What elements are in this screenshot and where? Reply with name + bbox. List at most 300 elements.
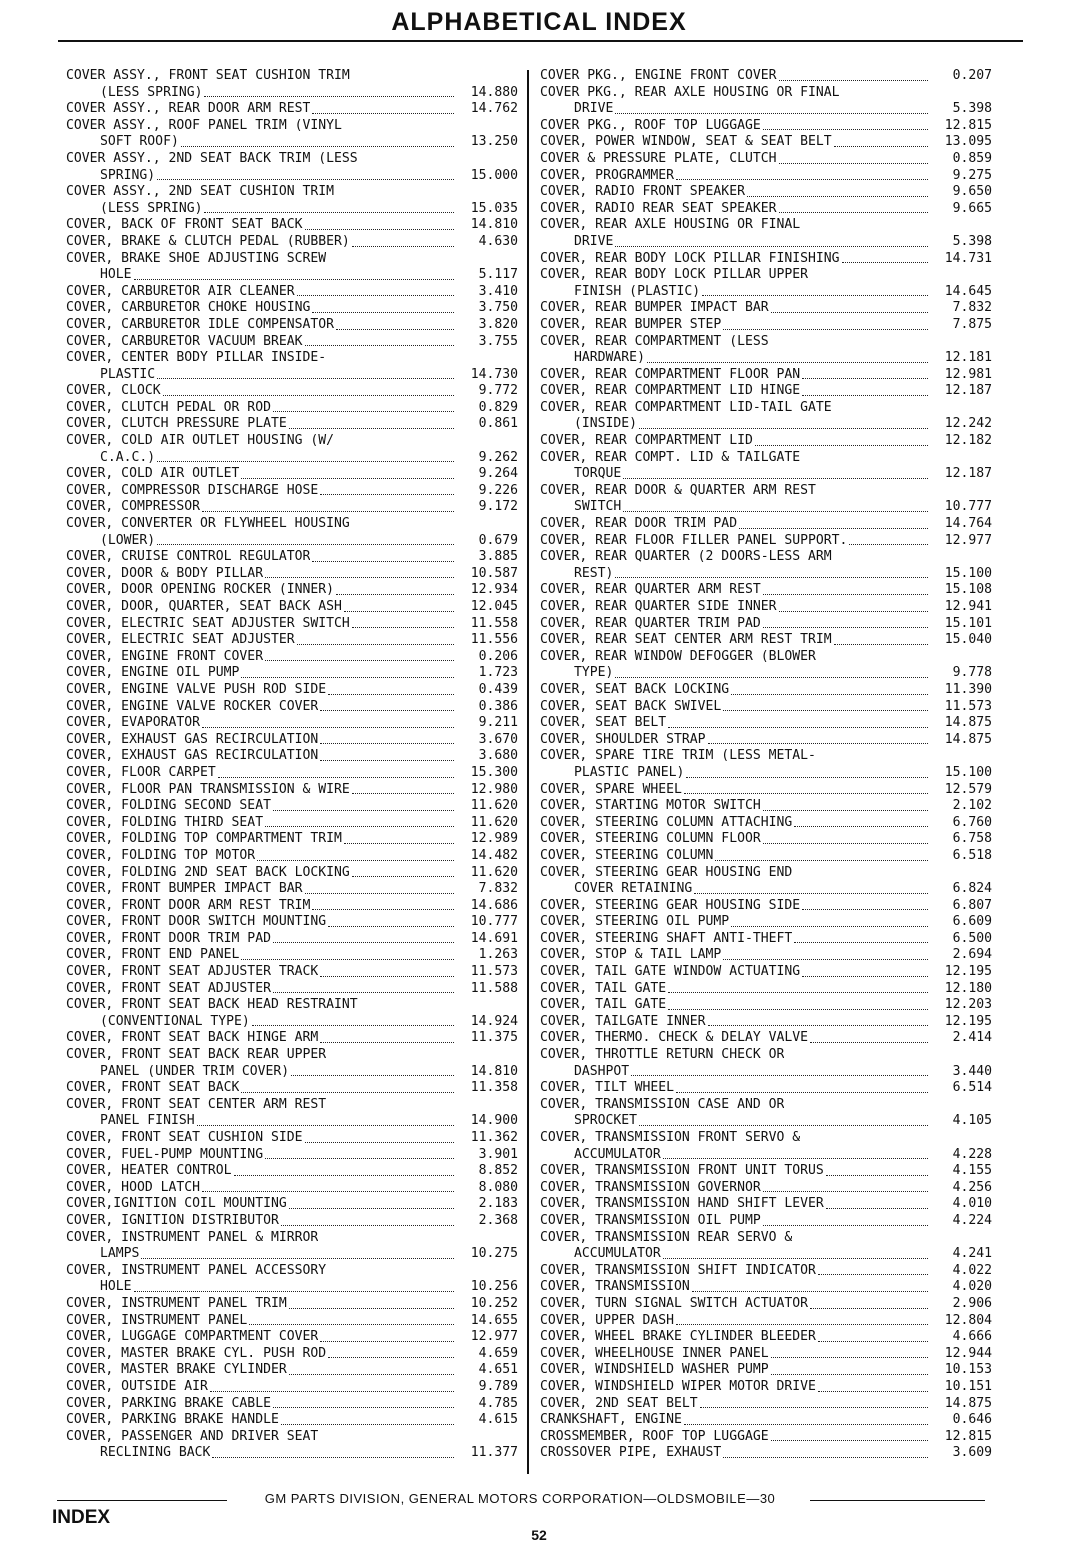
title-rule xyxy=(58,40,1023,42)
index-entry xyxy=(540,997,992,1014)
dot-leader xyxy=(715,860,928,861)
entry-number: 14.691 xyxy=(470,930,518,946)
dot-leader xyxy=(157,544,454,545)
entry-number: 4.630 xyxy=(478,233,518,249)
entry-text: PLASTIC xyxy=(100,366,156,382)
dot-leader xyxy=(647,362,928,363)
dot-leader xyxy=(834,644,928,645)
entry-text: COVER, TURN SIGNAL SWITCH ACTUATOR xyxy=(540,1295,809,1311)
dot-leader xyxy=(305,345,455,346)
index-entry xyxy=(540,1030,992,1047)
entry-text: COVER, INSTRUMENT PANEL xyxy=(66,1312,248,1328)
dot-leader xyxy=(668,992,928,993)
dot-leader xyxy=(312,312,454,313)
dot-leader xyxy=(676,1092,928,1093)
dot-leader xyxy=(723,959,928,960)
index-entry xyxy=(540,483,992,516)
index-entry xyxy=(66,1163,518,1180)
entry-text: COVER, REAR COMPARTMENT LID xyxy=(540,433,753,449)
dot-leader xyxy=(723,710,928,711)
dot-leader xyxy=(802,909,928,910)
dot-leader xyxy=(257,860,454,861)
entry-number: 4.155 xyxy=(952,1163,992,1179)
dot-leader xyxy=(241,1092,454,1093)
index-entry xyxy=(540,168,992,185)
entry-number: 4.785 xyxy=(478,1395,518,1411)
index-entry xyxy=(66,1346,518,1363)
dot-leader xyxy=(336,329,454,330)
index-entry xyxy=(66,566,518,583)
dot-leader xyxy=(615,577,928,578)
dot-leader xyxy=(639,428,928,429)
dot-leader xyxy=(826,1208,928,1209)
dot-leader xyxy=(305,893,455,894)
entry-text: COVER, WHEELHOUSE INNER PANEL xyxy=(540,1345,769,1361)
index-entry xyxy=(66,1147,518,1164)
dot-leader xyxy=(694,893,928,894)
entry-text: COVER, REAR FLOOR FILLER PANEL SUPPORT. xyxy=(540,532,848,548)
entry-text: COVER, 2ND SEAT BELT xyxy=(540,1395,698,1411)
entry-number: 14.880 xyxy=(470,84,518,100)
entry-number: 14.810 xyxy=(470,217,518,233)
dot-leader xyxy=(615,677,928,678)
entry-text: TORQUE xyxy=(574,466,622,482)
entry-number: 12.981 xyxy=(944,366,992,382)
dot-leader xyxy=(241,959,454,960)
entry-number: 6.824 xyxy=(952,881,992,897)
entry-text: COVER, RADIO REAR SEAT SPEAKER xyxy=(540,200,777,216)
entry-number: 5.398 xyxy=(952,101,992,117)
dot-leader xyxy=(623,478,928,479)
entry-text: COVER, STEERING GEAR HOUSING SIDE xyxy=(540,897,801,913)
entry-text: COVER, SPARE TIRE TRIM (LESS METAL- xyxy=(540,748,816,764)
dot-leader xyxy=(686,777,928,778)
entry-text: COVER, FOLDING THIRD SEAT xyxy=(66,814,264,830)
entry-text: COVER, TRANSMISSION HAND SHIFT LEVER xyxy=(540,1196,824,1212)
entry-text: ACCUMULATOR xyxy=(574,1146,661,1162)
entry-text: COVER, REAR WINDOW DEFOGGER (BLOWER xyxy=(540,648,816,664)
entry-number: 6.758 xyxy=(952,831,992,847)
entry-text: COVER, HEATER CONTROL xyxy=(66,1163,232,1179)
entry-text: HARDWARE) xyxy=(574,350,645,366)
entry-number: 12.242 xyxy=(944,416,992,432)
entry-text: COVER ASSY., ROOF PANEL TRIM (VINYL xyxy=(66,117,342,133)
dot-leader xyxy=(771,1374,928,1375)
entry-number: 6.500 xyxy=(952,930,992,946)
dot-leader xyxy=(708,1025,928,1026)
entry-text: COVER, FRONT SEAT BACK HINGE ARM xyxy=(66,1030,319,1046)
entry-number: 13.095 xyxy=(944,134,992,150)
index-entry xyxy=(66,549,518,566)
entry-text: COVER, REAR BODY LOCK PILLAR FINISHING xyxy=(540,250,840,266)
index-column-left xyxy=(66,68,518,1462)
entry-text: COVER, FRONT SEAT CUSHION SIDE xyxy=(66,1130,303,1145)
entry-number: 11.573 xyxy=(470,964,518,980)
entry-number: 3.670 xyxy=(478,731,518,747)
dot-leader xyxy=(663,1158,928,1159)
index-entry xyxy=(66,632,518,649)
index-entry xyxy=(540,582,992,599)
entry-text: COVER, SEAT BACK LOCKING xyxy=(540,681,730,697)
entry-number: 9.665 xyxy=(952,200,992,216)
entry-text: COVER, EVAPORATOR xyxy=(66,715,201,731)
entry-text: COVER, WHEEL BRAKE CYLINDER BLEEDER xyxy=(540,1329,816,1345)
index-entry xyxy=(540,1445,992,1462)
dot-leader xyxy=(723,1457,928,1458)
entry-text: COVER, PARKING BRAKE CABLE xyxy=(66,1395,271,1411)
dot-leader xyxy=(204,96,454,97)
entry-number: 6.807 xyxy=(952,897,992,913)
entry-text: COVER, FRONT DOOR ARM REST TRIM xyxy=(66,897,311,913)
dot-leader xyxy=(305,1142,455,1143)
entry-text: COVER, COMPRESSOR DISCHARGE HOSE xyxy=(66,482,319,498)
dot-leader xyxy=(202,1191,454,1192)
dot-leader xyxy=(352,876,454,877)
dot-leader xyxy=(794,826,928,827)
index-entry xyxy=(66,831,518,848)
index-entry xyxy=(66,151,518,184)
entry-text: COVER, WINDSHIELD WIPER MOTOR DRIVE xyxy=(540,1378,816,1394)
entry-number: 14.764 xyxy=(944,516,992,532)
index-entry xyxy=(66,1362,518,1379)
entry-text: COVER, REAR BODY LOCK PILLAR UPPER xyxy=(540,267,809,283)
dot-leader xyxy=(763,129,928,130)
dot-leader xyxy=(265,660,454,661)
entry-number: 9.275 xyxy=(952,167,992,183)
index-entry xyxy=(540,1180,992,1197)
index-entry xyxy=(66,682,518,699)
index-entry xyxy=(66,1196,518,1213)
entry-number: 9.789 xyxy=(478,1378,518,1394)
entry-text: COVER, FLOOR CARPET xyxy=(66,764,216,780)
index-column-right xyxy=(540,68,992,1462)
index-entry xyxy=(540,1196,992,1213)
index-entry xyxy=(540,549,992,582)
dot-leader xyxy=(320,1341,454,1342)
index-entry xyxy=(66,1097,518,1130)
entry-text: (LESS SPRING) xyxy=(100,200,203,216)
index-entry xyxy=(540,947,992,964)
entry-number: 4.020 xyxy=(952,1279,992,1295)
entry-text: COVER, LUGGAGE COMPARTMENT COVER xyxy=(66,1329,319,1345)
entry-text: COVER, BRAKE & CLUTCH PEDAL (RUBBER) xyxy=(66,233,350,249)
dot-leader xyxy=(163,395,454,396)
entry-number: 14.482 xyxy=(470,847,518,863)
index-entry xyxy=(540,1346,992,1363)
entry-text: COVER, CARBURETOR CHOKE HOUSING xyxy=(66,300,311,316)
entry-text: COVER, REAR QUARTER (2 DOORS-LESS ARM xyxy=(540,549,832,565)
index-entry xyxy=(540,649,992,682)
entry-number: 10.151 xyxy=(944,1378,992,1394)
entry-text: COVER, REAR BUMPER IMPACT BAR xyxy=(540,300,769,316)
index-entry xyxy=(66,582,518,599)
entry-number: 11.558 xyxy=(470,615,518,631)
entry-text: COVER, FRONT SEAT ADJUSTER xyxy=(66,980,271,996)
index-entry xyxy=(66,599,518,616)
entry-text: COVER ASSY., 2ND SEAT CUSHION TRIM xyxy=(66,184,335,200)
entry-text: COVER, TRANSMISSION OIL PUMP xyxy=(540,1212,761,1228)
entry-text: COVER, UPPER DASH xyxy=(540,1312,675,1328)
entry-number: 3.901 xyxy=(478,1146,518,1162)
index-entry xyxy=(66,782,518,799)
index-entry xyxy=(66,798,518,815)
dot-leader xyxy=(265,577,454,578)
dot-leader xyxy=(328,694,454,695)
index-entry xyxy=(540,184,992,201)
entry-text: COVER, REAR QUARTER TRIM PAD xyxy=(540,615,761,631)
dot-leader xyxy=(771,312,928,313)
dot-leader xyxy=(708,743,928,744)
entry-number: 9.226 xyxy=(478,482,518,498)
entry-number: 12.941 xyxy=(944,599,992,614)
dot-leader xyxy=(297,295,454,296)
entry-number: 0.829 xyxy=(478,399,518,415)
entry-text: COVER, INSTRUMENT PANEL TRIM xyxy=(66,1295,287,1311)
index-entry xyxy=(540,450,992,483)
dot-leader xyxy=(684,793,928,794)
entry-number: 2.414 xyxy=(952,1030,992,1046)
page-number: 52 xyxy=(531,1527,547,1543)
dot-leader xyxy=(320,760,454,761)
entry-text: COVER, EXHAUST GAS RECIRCULATION xyxy=(66,748,319,764)
entry-text: COVER, CENTER BODY PILLAR INSIDE- xyxy=(66,350,327,366)
entry-text: COVER, STEERING COLUMN FLOOR xyxy=(540,831,761,847)
entry-text: COVER, COMPRESSOR xyxy=(66,499,201,515)
entry-text: TYPE) xyxy=(574,665,614,681)
index-entry xyxy=(540,433,992,450)
entry-text: LAMPS xyxy=(100,1246,140,1262)
index-entry xyxy=(540,616,992,633)
dot-leader xyxy=(763,1225,928,1226)
dot-leader xyxy=(779,163,929,164)
entry-number: 13.250 xyxy=(470,134,518,150)
entry-number: 14.730 xyxy=(470,366,518,382)
dot-leader xyxy=(289,1208,454,1209)
entry-number: 14.762 xyxy=(470,101,518,117)
entry-number: 10.275 xyxy=(470,1246,518,1262)
entry-text: COVER, BACK OF FRONT SEAT BACK xyxy=(66,217,303,233)
index-entry xyxy=(540,516,992,533)
entry-number: 15.108 xyxy=(944,582,992,598)
dot-leader xyxy=(141,1258,454,1259)
entry-text: COVER, ENGINE VALVE PUSH ROD SIDE xyxy=(66,681,327,697)
dot-leader xyxy=(668,1009,928,1010)
entry-text: COVER, PARKING BRAKE HANDLE xyxy=(66,1412,279,1428)
entry-number: 4.010 xyxy=(952,1196,992,1212)
entry-number: 8.080 xyxy=(478,1179,518,1195)
dot-leader xyxy=(352,627,454,628)
entry-number: 12.977 xyxy=(470,1329,518,1345)
entry-number: 4.105 xyxy=(952,1113,992,1129)
entry-number: 6.514 xyxy=(952,1080,992,1096)
entry-number: 14.875 xyxy=(944,715,992,731)
dot-leader xyxy=(312,909,454,910)
index-entry xyxy=(66,101,518,118)
index-entry xyxy=(540,1429,992,1446)
index-entry xyxy=(540,1396,992,1413)
dot-leader xyxy=(212,1457,454,1458)
index-entry xyxy=(540,1097,992,1130)
index-entry xyxy=(66,865,518,882)
dot-leader xyxy=(684,1424,928,1425)
entry-text: COVER, REAR COMPARTMENT LID HINGE xyxy=(540,383,801,399)
entry-text: COVER, TRANSMISSION REAR SERVO & xyxy=(540,1229,793,1245)
index-entry xyxy=(66,1379,518,1396)
index-entry xyxy=(66,699,518,716)
index-entry xyxy=(540,251,992,268)
entry-text: COVER, THROTTLE RETURN CHECK OR xyxy=(540,1047,785,1063)
entry-text: COVER, CONVERTER OR FLYWHEEL HOUSING xyxy=(66,516,350,532)
entry-text: COVER, FUEL-PUMP MOUNTING xyxy=(66,1146,264,1162)
entry-text: COVER, COLD AIR OUTLET xyxy=(66,466,240,482)
dot-leader xyxy=(241,478,454,479)
entry-number: 10.777 xyxy=(470,914,518,930)
entry-number: 12.195 xyxy=(944,1013,992,1029)
dot-leader xyxy=(702,295,928,296)
entry-number: 4.615 xyxy=(478,1412,518,1428)
index-entry xyxy=(540,85,992,118)
entry-text: ACCUMULATOR xyxy=(574,1246,661,1262)
entry-number: 15.300 xyxy=(470,764,518,780)
entry-text: COVER, MASTER BRAKE CYLINDER xyxy=(66,1362,287,1378)
index-entry xyxy=(540,334,992,367)
entry-number: 4.651 xyxy=(478,1362,518,1378)
entry-number: 5.117 xyxy=(478,267,518,283)
dot-leader xyxy=(818,1391,928,1392)
entry-text: DRIVE xyxy=(574,233,614,249)
entry-number: 3.750 xyxy=(478,300,518,316)
entry-number: 15.100 xyxy=(944,764,992,780)
dot-leader xyxy=(779,611,929,612)
entry-text: COVER, FOLDING TOP MOTOR xyxy=(66,847,256,863)
dot-leader xyxy=(273,1407,454,1408)
footer-section-label: INDEX xyxy=(52,1507,111,1528)
dot-leader xyxy=(328,926,454,927)
entry-number: 15.035 xyxy=(470,200,518,216)
entry-text: PANEL (UNDER TRIM COVER) xyxy=(100,1063,290,1079)
dot-leader xyxy=(755,445,928,446)
entry-number: 12.815 xyxy=(944,117,992,133)
entry-text: COVER, TAIL GATE xyxy=(540,997,667,1013)
entry-text: COVER, CARBURETOR AIR CLEANER xyxy=(66,283,295,299)
entry-text: COVER RETAINING xyxy=(574,881,693,897)
entry-number: 14.655 xyxy=(470,1312,518,1328)
index-entry xyxy=(540,599,992,616)
dot-leader xyxy=(802,395,928,396)
index-entry xyxy=(540,300,992,317)
entry-text: PLASTIC PANEL) xyxy=(574,764,685,780)
index-entry xyxy=(540,914,992,931)
index-entry xyxy=(66,350,518,383)
index-entry xyxy=(66,184,518,217)
entry-text: REST) xyxy=(574,565,614,581)
entry-number: 0.206 xyxy=(478,648,518,664)
entry-text: COVER, WINDSHIELD WASHER PUMP xyxy=(540,1362,769,1378)
index-entry xyxy=(66,400,518,417)
entry-number: 12.203 xyxy=(944,997,992,1013)
index-entry xyxy=(66,881,518,898)
index-entry xyxy=(540,732,992,749)
dot-leader xyxy=(802,378,928,379)
dot-leader xyxy=(289,1308,454,1309)
entry-number: 9.772 xyxy=(478,383,518,399)
entry-number: 12.181 xyxy=(944,350,992,366)
entry-text: COVER, STARTING MOTOR SWITCH xyxy=(540,798,761,814)
entry-text: FINISH (PLASTIC) xyxy=(574,283,701,299)
index-entry xyxy=(540,533,992,550)
entry-text: COVER, REAR DOOR TRIM PAD xyxy=(540,516,738,532)
entry-number: 15.101 xyxy=(944,615,992,631)
entry-number: 14.731 xyxy=(944,250,992,266)
index-entry xyxy=(66,1030,518,1047)
dot-leader xyxy=(794,942,928,943)
entry-text: COVER, TRANSMISSION FRONT UNIT TORUS xyxy=(540,1163,824,1179)
index-entry xyxy=(540,1296,992,1313)
index-entry xyxy=(66,1047,518,1080)
index-entry xyxy=(66,300,518,317)
dot-leader xyxy=(663,1258,928,1259)
entry-number: 9.264 xyxy=(478,466,518,482)
entry-number: 3.755 xyxy=(478,333,518,349)
index-entry xyxy=(66,1329,518,1346)
entry-text: (LESS SPRING) xyxy=(100,84,203,100)
entry-text: COVER, TAILGATE INNER xyxy=(540,1013,706,1029)
entry-number: 11.362 xyxy=(470,1130,518,1145)
entry-text: COVER, TRANSMISSION xyxy=(540,1279,690,1295)
entry-text: (CONVENTIONAL TYPE) xyxy=(100,1013,250,1029)
dot-leader xyxy=(731,694,928,695)
dot-leader xyxy=(265,826,454,827)
entry-number: 4.022 xyxy=(952,1262,992,1278)
index-entry xyxy=(540,1230,992,1263)
dot-leader xyxy=(763,810,928,811)
entry-number: 12.182 xyxy=(944,433,992,449)
entry-number: 14.900 xyxy=(470,1113,518,1129)
entry-text: COVER, CLUTCH PEDAL OR ROD xyxy=(66,399,271,415)
dot-leader xyxy=(320,1042,454,1043)
entry-text: COVER, FOLDING 2ND SEAT BACK LOCKING xyxy=(66,864,350,880)
entry-number: 4.659 xyxy=(478,1345,518,1361)
entry-text: COVER, SEAT BELT xyxy=(540,715,667,731)
index-entry xyxy=(66,1213,518,1230)
dot-leader xyxy=(668,727,928,728)
entry-number: 14.686 xyxy=(470,897,518,913)
entry-text: COVER, EXHAUST GAS RECIRCULATION xyxy=(66,731,319,747)
dot-leader xyxy=(763,627,928,628)
index-entry xyxy=(540,1379,992,1396)
dot-leader xyxy=(134,279,454,280)
index-entry xyxy=(540,699,992,716)
entry-text: COVER, RADIO FRONT SPEAKER xyxy=(540,184,745,200)
entry-text: COVER ASSY., 2ND SEAT BACK TRIM (LESS xyxy=(66,150,358,166)
entry-number: 9.262 xyxy=(478,449,518,465)
entry-text: COVER, CRUISE CONTROL REGULATOR xyxy=(66,549,311,565)
entry-text: COVER, FRONT BUMPER IMPACT BAR xyxy=(66,881,303,897)
entry-text: COVER, PROGRAMMER xyxy=(540,167,675,183)
entry-number: 3.680 xyxy=(478,748,518,764)
entry-number: 0.646 xyxy=(952,1412,992,1428)
index-entry xyxy=(540,865,992,898)
entry-number: 10.256 xyxy=(470,1279,518,1295)
entry-text: COVER, TILT WHEEL xyxy=(540,1080,675,1096)
index-entry xyxy=(66,1396,518,1413)
dot-leader xyxy=(291,1075,454,1076)
index-entry xyxy=(66,68,518,101)
index-entry xyxy=(540,1080,992,1097)
index-entry xyxy=(66,483,518,500)
dot-leader xyxy=(312,561,454,562)
dot-leader xyxy=(273,810,454,811)
